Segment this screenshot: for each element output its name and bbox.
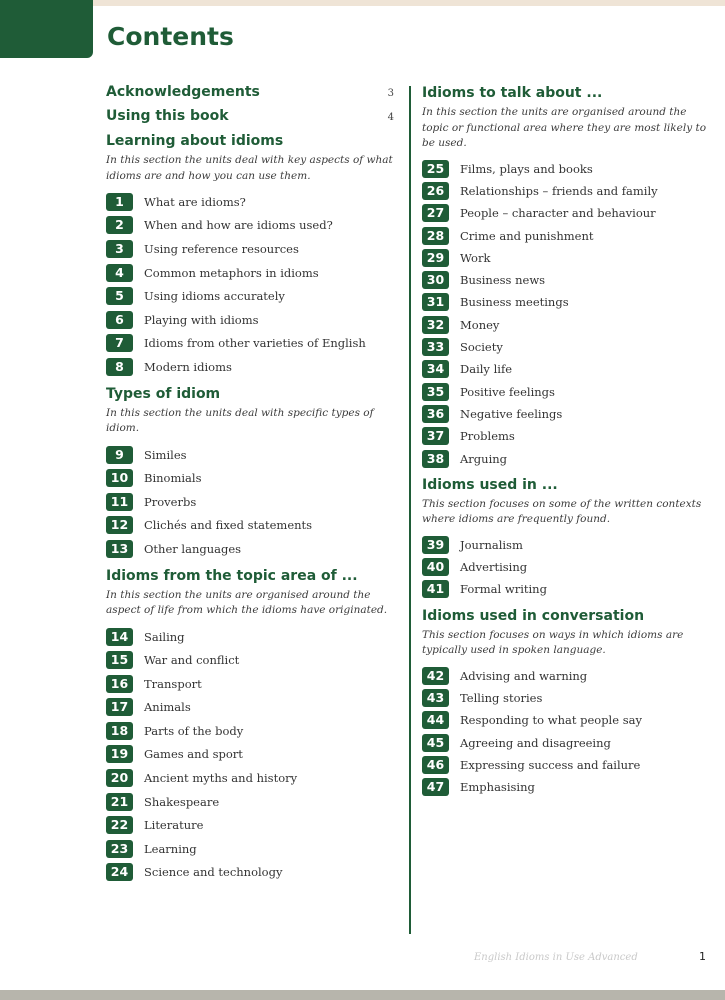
toc-link-label: Acknowledgements xyxy=(106,84,260,100)
unit-list xyxy=(106,443,398,561)
unit-number-badge: 1 xyxy=(106,193,133,211)
unit-title: Learning xyxy=(144,841,197,856)
unit-number-badge: 32 xyxy=(422,316,449,334)
unit-item[interactable] xyxy=(422,665,712,687)
unit-title: Advertising xyxy=(460,560,528,575)
unit-number-badge: 7 xyxy=(106,334,133,352)
unit-title: Expressing success and failure xyxy=(460,757,641,772)
footer-page-number: 1 xyxy=(699,950,706,963)
unit-list xyxy=(422,534,712,601)
page-title: Contents xyxy=(107,22,234,51)
unit-item[interactable] xyxy=(106,696,398,720)
unit-item[interactable] xyxy=(422,247,712,269)
unit-item[interactable] xyxy=(422,776,712,798)
unit-title: Formal writing xyxy=(460,582,547,597)
section-description: In this section the units are organised around the topic or functional area where they are most likely to be used. xyxy=(422,106,707,149)
unit-item[interactable] xyxy=(106,648,398,672)
section-heading: Idioms used in ... xyxy=(422,476,558,493)
unit-title: Emphasising xyxy=(460,780,535,795)
unit-title: Telling stories xyxy=(460,690,543,705)
unit-title: Journalism xyxy=(460,537,523,552)
toc-link-using-this-book[interactable] xyxy=(106,108,398,132)
unit-number-badge: 37 xyxy=(422,427,449,445)
unit-number-badge: 24 xyxy=(106,863,133,881)
toc-section xyxy=(106,567,398,885)
unit-title: Idioms from other varieties of English xyxy=(144,336,366,351)
unit-title: Responding to what people say xyxy=(460,713,642,728)
unit-item[interactable] xyxy=(422,687,712,709)
toc-link-page: 4 xyxy=(387,112,394,123)
unit-item[interactable] xyxy=(422,556,712,578)
unit-number-badge: 3 xyxy=(106,240,133,258)
toc-section xyxy=(106,385,398,561)
unit-title: Shakespeare xyxy=(144,794,220,809)
unit-title: Daily life xyxy=(460,362,513,377)
unit-number-badge: 35 xyxy=(422,383,449,401)
unit-item[interactable] xyxy=(106,790,398,814)
unit-number-badge: 29 xyxy=(422,249,449,267)
unit-item[interactable] xyxy=(106,261,398,285)
unit-number-badge: 13 xyxy=(106,540,133,558)
unit-title: Animals xyxy=(144,700,191,715)
unit-item[interactable] xyxy=(106,743,398,767)
unit-number-badge: 31 xyxy=(422,293,449,311)
unit-item[interactable] xyxy=(422,358,712,380)
unit-item[interactable] xyxy=(422,291,712,313)
unit-number-badge: 15 xyxy=(106,651,133,669)
unit-number-badge: 10 xyxy=(106,469,133,487)
unit-number-badge: 19 xyxy=(106,745,133,763)
section-heading: Idioms to talk about ... xyxy=(422,85,603,101)
toc-link-label: Using this book xyxy=(106,108,229,124)
unit-title: Agreeing and disagreeing xyxy=(460,735,611,750)
unit-number-badge: 38 xyxy=(422,450,449,468)
unit-item[interactable] xyxy=(422,180,712,202)
unit-number-badge: 23 xyxy=(106,840,133,858)
unit-item[interactable] xyxy=(106,466,398,490)
unit-item[interactable] xyxy=(106,837,398,861)
unit-item[interactable] xyxy=(106,861,398,885)
unit-list xyxy=(422,158,712,470)
unit-list xyxy=(422,665,712,799)
unit-number-badge: 25 xyxy=(422,160,449,178)
unit-item[interactable] xyxy=(422,534,712,556)
unit-number-badge: 40 xyxy=(422,558,449,576)
unit-number-badge: 4 xyxy=(106,264,133,282)
unit-number-badge: 44 xyxy=(422,711,449,729)
unit-number-badge: 42 xyxy=(422,667,449,685)
unit-item[interactable] xyxy=(106,625,398,649)
unit-number-badge: 14 xyxy=(106,628,133,646)
unit-item[interactable] xyxy=(422,380,712,402)
section-description: In this section the units deal with key aspects of what idioms are and how you can use them. xyxy=(106,154,393,182)
toc-link-page: 3 xyxy=(387,88,394,99)
unit-item[interactable] xyxy=(106,443,398,467)
unit-title: Clichés and fixed statements xyxy=(144,518,313,533)
unit-title: Crime and punishment xyxy=(460,228,594,243)
unit-title: Modern idioms xyxy=(144,359,232,374)
toc-section xyxy=(422,476,712,601)
unit-title: When and how are idioms used? xyxy=(144,218,333,233)
unit-title: Games and sport xyxy=(144,747,243,762)
unit-item[interactable] xyxy=(106,514,398,538)
section-heading: Idioms from the topic area of ... xyxy=(106,567,358,584)
unit-item[interactable] xyxy=(106,308,398,332)
unit-title: Films, plays and books xyxy=(460,161,593,176)
unit-item[interactable] xyxy=(106,490,398,514)
unit-title: Arguing xyxy=(460,451,508,466)
unit-number-badge: 33 xyxy=(422,338,449,356)
unit-item[interactable] xyxy=(106,237,398,261)
unit-title: Proverbs xyxy=(144,494,197,509)
unit-item[interactable] xyxy=(106,190,398,214)
unit-item[interactable] xyxy=(106,214,398,238)
unit-number-badge: 11 xyxy=(106,493,133,511)
column-divider xyxy=(409,86,411,934)
toc-link-acknowledgements[interactable] xyxy=(106,84,398,108)
left-sections xyxy=(106,132,398,884)
unit-number-badge: 47 xyxy=(422,778,449,796)
unit-number-badge: 2 xyxy=(106,216,133,234)
unit-item[interactable] xyxy=(106,813,398,837)
unit-number-badge: 9 xyxy=(106,446,133,464)
unit-title: Business news xyxy=(460,273,546,288)
unit-number-badge: 30 xyxy=(422,271,449,289)
right-sections xyxy=(422,84,712,798)
unit-title: Science and technology xyxy=(144,865,283,880)
section-heading: Idioms used in conversation xyxy=(422,607,645,624)
unit-title: Binomials xyxy=(144,471,202,486)
unit-title: Society xyxy=(460,340,503,355)
unit-title: Work xyxy=(460,250,491,265)
unit-title: Money xyxy=(460,317,500,332)
unit-title: Transport xyxy=(144,676,202,691)
unit-title: Using idioms accurately xyxy=(144,289,285,304)
unit-number-badge: 5 xyxy=(106,287,133,305)
unit-item[interactable] xyxy=(422,754,712,776)
unit-title: Sailing xyxy=(144,629,185,644)
unit-title: Common metaphors in idioms xyxy=(144,265,319,280)
toc-section xyxy=(106,132,398,379)
toc-section xyxy=(422,84,712,470)
chapter-tab xyxy=(0,0,93,58)
unit-item[interactable] xyxy=(106,332,398,356)
unit-number-badge: 6 xyxy=(106,311,133,329)
unit-title: Parts of the body xyxy=(144,723,244,738)
unit-title: Using reference resources xyxy=(144,241,299,256)
unit-item[interactable] xyxy=(422,709,712,731)
footer-book-title: English Idioms in Use Advanced xyxy=(474,952,638,963)
unit-list xyxy=(106,625,398,885)
unit-title: Similes xyxy=(144,447,187,462)
unit-number-badge: 39 xyxy=(422,536,449,554)
unit-item[interactable] xyxy=(422,403,712,425)
unit-item[interactable] xyxy=(106,355,398,379)
section-description: This section focuses on some of the written contexts where idioms are frequently found. xyxy=(422,497,702,526)
unit-number-badge: 12 xyxy=(106,516,133,534)
unit-list xyxy=(106,190,398,379)
unit-title: Positive feelings xyxy=(460,384,555,399)
unit-item[interactable] xyxy=(106,537,398,561)
unit-item[interactable] xyxy=(422,269,712,291)
unit-item[interactable] xyxy=(422,158,712,180)
bottom-edge-strip xyxy=(0,990,725,1000)
unit-title: People – character and behaviour xyxy=(460,206,656,221)
section-description: This section focuses on ways in which idioms are typically used in spoken language. xyxy=(422,628,684,657)
unit-number-badge: 28 xyxy=(422,227,449,245)
unit-title: Problems xyxy=(460,429,515,444)
unit-title: Playing with idioms xyxy=(144,312,259,327)
unit-item[interactable] xyxy=(106,719,398,743)
unit-item[interactable] xyxy=(422,202,712,224)
left-column xyxy=(106,84,398,884)
unit-number-badge: 16 xyxy=(106,675,133,693)
unit-number-badge: 21 xyxy=(106,793,133,811)
unit-item[interactable] xyxy=(106,766,398,790)
section-description: In this section the units are organised around the aspect of life from which the idioms have originated. xyxy=(106,588,388,617)
unit-number-badge: 34 xyxy=(422,360,449,378)
unit-title: Advising and warning xyxy=(460,668,588,683)
unit-number-badge: 45 xyxy=(422,734,449,752)
unit-title: Other languages xyxy=(144,541,242,556)
unit-title: Negative feelings xyxy=(460,406,563,421)
unit-item[interactable] xyxy=(422,336,712,358)
unit-number-badge: 18 xyxy=(106,722,133,740)
unit-number-badge: 20 xyxy=(106,769,133,787)
unit-item[interactable] xyxy=(106,284,398,308)
unit-number-badge: 26 xyxy=(422,182,449,200)
unit-title: What are idioms? xyxy=(144,194,246,209)
right-column xyxy=(422,84,712,798)
unit-number-badge: 43 xyxy=(422,689,449,707)
unit-number-badge: 17 xyxy=(106,698,133,716)
unit-title: War and conflict xyxy=(144,653,240,668)
unit-item[interactable] xyxy=(422,425,712,447)
section-heading: Types of idiom xyxy=(106,385,221,402)
unit-item[interactable] xyxy=(422,224,712,246)
top-edge-strip xyxy=(0,0,725,6)
unit-item[interactable] xyxy=(422,731,712,753)
unit-item[interactable] xyxy=(422,314,712,336)
unit-item[interactable] xyxy=(422,447,712,469)
section-heading: Learning about idioms xyxy=(106,133,284,149)
toc-section xyxy=(422,607,712,799)
unit-number-badge: 8 xyxy=(106,358,133,376)
unit-item[interactable] xyxy=(422,578,712,600)
unit-number-badge: 41 xyxy=(422,580,449,598)
unit-title: Relationships – friends and family xyxy=(460,183,658,198)
unit-number-badge: 27 xyxy=(422,204,449,222)
unit-item[interactable] xyxy=(106,672,398,696)
unit-number-badge: 22 xyxy=(106,816,133,834)
unit-title: Ancient myths and history xyxy=(144,771,298,786)
unit-number-badge: 36 xyxy=(422,405,449,423)
unit-title: Business meetings xyxy=(460,295,569,310)
section-description: In this section the units deal with specific types of idiom. xyxy=(106,406,374,435)
unit-title: Literature xyxy=(144,818,204,833)
unit-number-badge: 46 xyxy=(422,756,449,774)
